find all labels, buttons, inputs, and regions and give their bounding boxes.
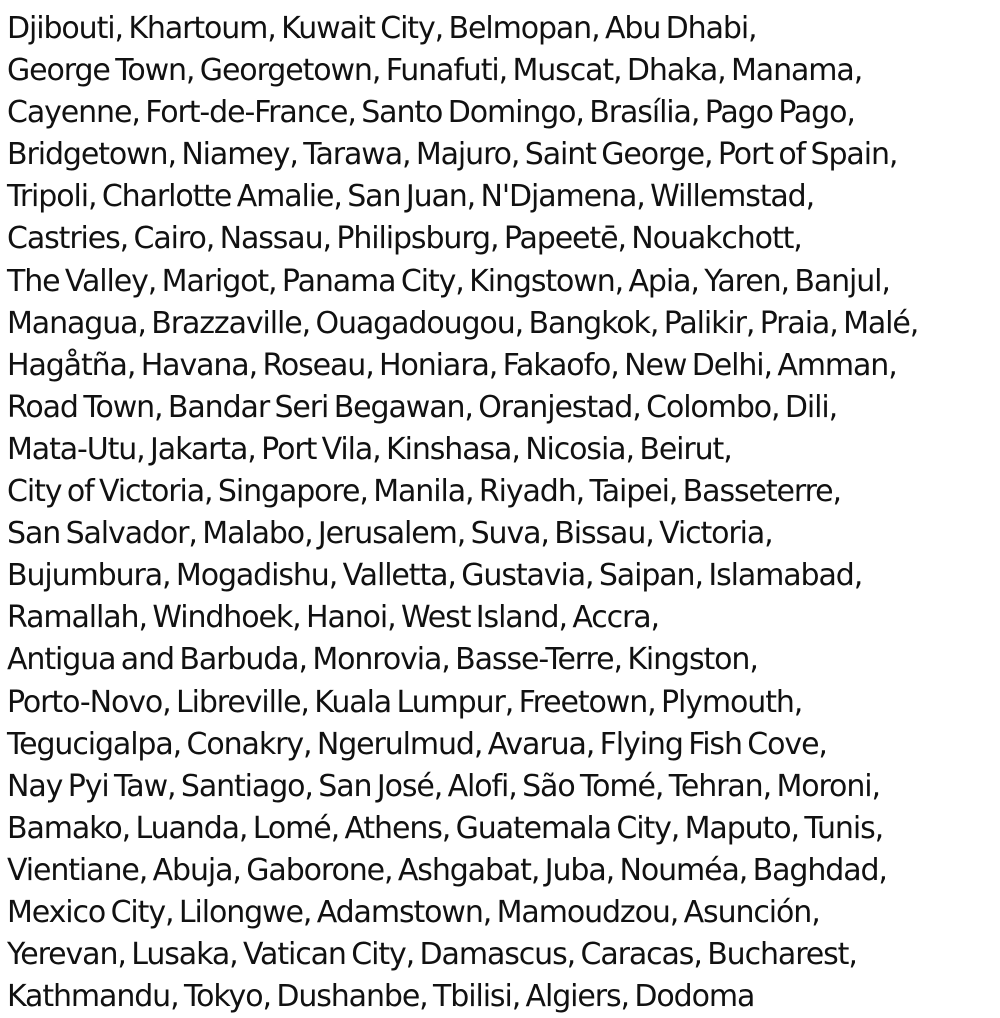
text-line: Kathmandu, Tokyo, Dushanbe, Tbilisi, Algiers, Dodoma [7, 979, 755, 1015]
text-line: Tegucigalpa, Conakry, Ngerulmud, Avarua, Flying Fish Cove, [7, 726, 827, 762]
text-line: Managua, Brazzaville, Ouagadougou, Bangkok, Palikir, Praia, Malé, [7, 305, 919, 341]
text-line: City of Victoria, Singapore, Manila, Riyadh, Taipei, Basseterre, [7, 474, 841, 510]
text-line: Tripoli, Charlotte Amalie, San Juan, N'Djamena, Willemstad, [7, 179, 815, 215]
text-line: Bujumbura, Mogadishu, Valletta, Gustavia, Saipan, Islamabad, [7, 558, 863, 594]
capital-city-list [7, 8, 997, 1018]
text-line: Mexico City, Lilongwe, Adamstown, Mamoudzou, Asunción, [7, 894, 820, 930]
text-line: Road Town, Bandar Seri Begawan, Oranjestad, Colombo, Dili, [7, 389, 838, 425]
text-line: Djibouti, Khartoum, Kuwait City, Belmopan, Abu Dhabi, [7, 11, 757, 46]
text-line: San Salvador, Malabo, Jerusalem, Suva, Bissau, Victoria, [7, 516, 773, 552]
text-line: Castries, Cairo, Nassau, Philipsburg, Papeetē, Nouakchott, [7, 221, 802, 257]
text-line: Bamako, Luanda, Lomé, Athens, Guatemala City, Maputo, Tunis, [7, 810, 884, 846]
text-line: Bridgetown, Niamey, Tarawa, Majuro, Saint George, Port of Spain, [7, 137, 898, 173]
text-line: The Valley, Marigot, Panama City, Kingstown, Apia, Yaren, Banjul, [7, 263, 890, 299]
text-line: Yerevan, Lusaka, Vatican City, Damascus, Caracas, Bucharest, [7, 937, 857, 973]
text-line: Hagåtña, Havana, Roseau, Honiara, Fakaofo, New Delhi, Amman, [7, 347, 897, 383]
text-line: Ramallah, Windhoek, Hanoi, West Island, Accra, [7, 600, 659, 636]
text-line: Vientiane, Abuja, Gaborone, Ashgabat, Juba, Nouméa, Baghdad, [7, 852, 887, 888]
text-line: Mata-Utu, Jakarta, Port Vila, Kinshasa, Nicosia, Beirut, [7, 431, 732, 467]
text-line: Cayenne, Fort-de-France, Santo Domingo, Brasília, Pago Pago, [7, 95, 855, 131]
text-line: Porto-Novo, Libreville, Kuala Lumpur, Freetown, Plymouth, [7, 684, 803, 720]
text-line: Antigua and Barbuda, Monrovia, Basse-Terre, Kingston, [7, 642, 758, 678]
text-line: George Town, Georgetown, Funafuti, Muscat, Dhaka, Manama, [7, 53, 863, 89]
text-line: Nay Pyi Taw, Santiago, San José, Alofi, São Tomé, Tehran, Moroni, [7, 768, 880, 804]
